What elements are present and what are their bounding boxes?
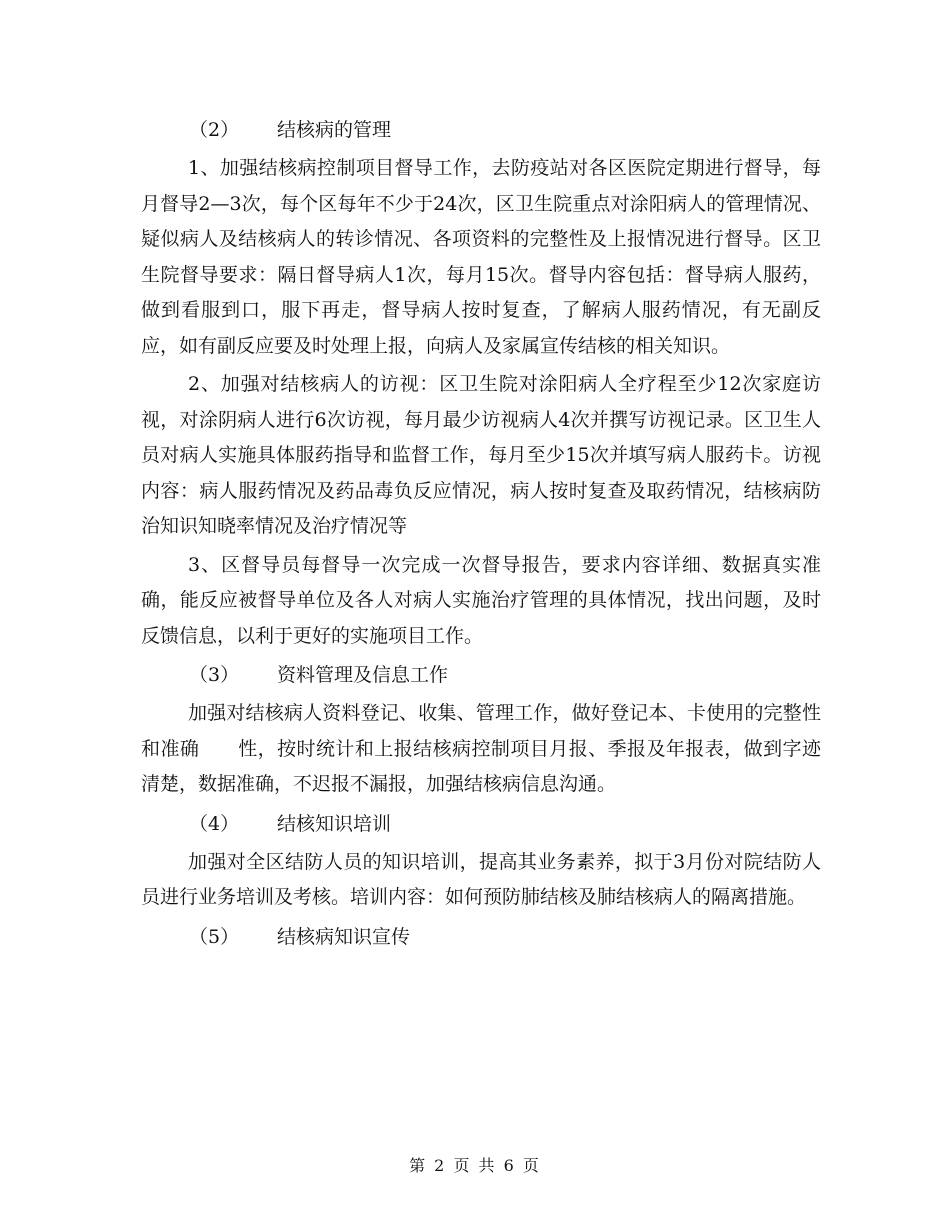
page-number-footer: 第 2 页 共 6 页	[409, 1156, 541, 1175]
section-heading	[141, 919, 821, 955]
document-body	[141, 112, 821, 958]
paragraph: 加强对结核病人资料登记、收集、管理工作，做好登记本、卡使用的完整性和准确 性，按时统计和上报结核病控制项目月报、季报及年报表，做到字迹清楚，数据准确，不迟报不漏报，加强结核病信息沟通。	[141, 702, 821, 795]
paragraph: 1、加强结核病控制项目督导工作，去防疫站对各区医院定期进行督导，每月督导2—3次，每个区每年不少于24次，区卫生院重点对涂阳病人的管理情况、疑似病人及结核病人的转诊情况、各项资料的完整性及上报情况进行督导。区卫生院督导要求：隔日督导病人1次，每月15次。督导内容包括：督导病人服药，做到看服到口，服下再走，督导病人按时复查，了解病人服药情况，有无副反应，如有副反应要及时处理上报，向病人及家属宣传结核的相关知识。	[141, 157, 821, 357]
section-number: （3）	[189, 664, 240, 686]
section-heading	[141, 806, 821, 842]
paragraph: 3、区督导员每督导一次完成一次督导报告，要求内容详细、数据真实准确，能反应被督导单位及各人对病人实施治疗管理的具体情况，找出问题，及时反馈信息，以利于更好的实施项目工作。	[141, 553, 821, 647]
section-title: 资料管理及信息工作	[277, 664, 449, 686]
section-heading	[141, 112, 821, 148]
section-title: 结核知识培训	[277, 812, 392, 835]
paragraph: 加强对全区结防人员的知识培训，提高其业务素养，拟于3月份对院结防人员进行业务培训及考核。培训内容：如何预防肺结核及肺结核病人的隔离措施。	[141, 850, 821, 908]
section-heading	[141, 657, 821, 693]
section-number: （4）	[189, 812, 240, 835]
section-number: （5）	[189, 925, 240, 948]
section-title: 结核病的管理	[277, 119, 392, 141]
section-title: 结核病知识宣传	[277, 925, 411, 948]
paragraph: 2、加强对结核病人的访视：区卫生院对涂阳病人全疗程至少12次家庭访视，对涂阴病人进行6次访视，每月最少访视病人4次并撰写访视记录。区卫生人员对病人实施具体服药指导和监督工作，每月至少15次并填写病人服药卡。访视内容：病人服药情况及药品毒负反应情况，病人按时复查及取药情况，结核病防治知识知晓率情况及治疗情况等	[141, 373, 821, 537]
section-number: （2）	[189, 119, 240, 141]
